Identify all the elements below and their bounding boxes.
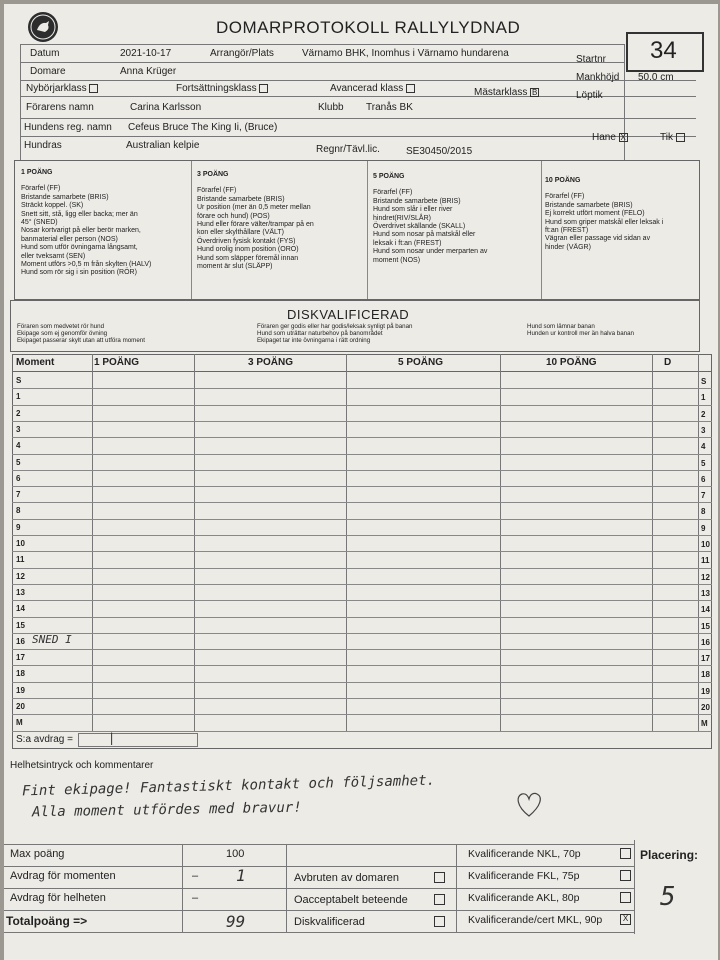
score-cell[interactable]: [346, 421, 500, 437]
score-cell[interactable]: [346, 470, 500, 486]
score-cell[interactable]: [92, 714, 194, 730]
row-label-right: 16: [701, 637, 710, 647]
score-cell[interactable]: [652, 584, 698, 600]
score-cell[interactable]: [194, 486, 346, 502]
p1-rule: banmaterial eller person (NOS): [21, 235, 118, 243]
row-label-left: S: [16, 376, 22, 385]
row-label-right: 10: [701, 540, 710, 549]
row-label-left: 8: [16, 506, 21, 516]
score-cell[interactable]: [500, 600, 652, 616]
grid-header-2: 3 POÄNG: [248, 357, 294, 368]
score-cell[interactable]: [652, 405, 698, 421]
score-cell[interactable]: [92, 568, 194, 584]
forarens-label: Förarens namn: [26, 102, 94, 113]
score-cell[interactable]: [500, 421, 652, 437]
row-label-right: 5: [701, 458, 706, 468]
hundras-value: Australian kelpie: [126, 140, 200, 151]
row-label-left: 17: [16, 653, 25, 663]
avdrag-mom-label: Avdrag för momenten: [10, 870, 116, 882]
datum-label: Datum: [30, 48, 60, 59]
row-label-left: 16: [16, 636, 25, 646]
points-section: [14, 160, 700, 300]
score-cell[interactable]: [346, 502, 500, 518]
p10-rule: Vägran eller passage vid sidan av: [545, 235, 651, 243]
score-cell[interactable]: [346, 617, 500, 633]
disk-rule: Hunden ur kontroll mer än halva banan: [527, 330, 634, 338]
p3-rule: Bristande samarbete (BRIS): [197, 195, 285, 203]
score-cell[interactable]: [500, 405, 652, 421]
p1-rule: Hund som rör sig i sin position (RÖR): [21, 269, 137, 277]
score-cell[interactable]: [194, 600, 346, 616]
score-cell[interactable]: [92, 682, 194, 698]
p1-rule: Snett sitt, stå, ligg eller backa; mer än: [21, 210, 138, 218]
p5-rule: Förarfel (FF): [373, 189, 413, 197]
score-cell[interactable]: [346, 682, 500, 698]
disk-section: [10, 300, 700, 352]
p1-rule: Nosar kortvarigt på eller berör marken,: [21, 227, 141, 235]
score-cell[interactable]: [652, 470, 698, 486]
score-cell[interactable]: [346, 600, 500, 616]
mastar-checkbox[interactable]: B: [531, 87, 538, 97]
score-cell[interactable]: [500, 535, 652, 551]
score-cell[interactable]: [92, 519, 194, 535]
score-cell[interactable]: [92, 617, 194, 633]
row-label-right: 3: [701, 425, 706, 435]
row-label-right: 2: [701, 409, 706, 419]
sum-field[interactable]: [78, 730, 198, 747]
score-cell[interactable]: [500, 665, 652, 681]
score-cell[interactable]: [346, 714, 500, 730]
p10-rule: Hund som griper matskål eller leksak i: [545, 218, 664, 226]
row-label-left: 15: [16, 620, 25, 630]
score-cell[interactable]: [92, 584, 194, 600]
score-cell[interactable]: [92, 454, 194, 470]
moment-grid: [12, 354, 712, 750]
score-cell[interactable]: [194, 714, 346, 730]
row-label-right: S: [701, 377, 707, 386]
mastar-label: Mästarklass B: [474, 87, 538, 98]
score-cell[interactable]: [652, 714, 698, 730]
row-label-right: 8: [701, 507, 706, 517]
p1-rule: Förarfel (FF): [21, 185, 61, 193]
entry-handwriting: SNED I: [32, 632, 72, 646]
comments-label: Helhetsintryck och kommentarer: [10, 760, 154, 771]
score-cell[interactable]: [92, 698, 194, 714]
hundreg-label: Hundens reg. namn: [24, 122, 112, 133]
score-cell[interactable]: [194, 372, 346, 388]
score-cell[interactable]: [652, 600, 698, 616]
row-label-right: 12: [701, 572, 710, 582]
score-cell[interactable]: [194, 682, 346, 698]
mankhojd-label: Mankhöjd: [576, 72, 620, 83]
p3-rule: Ur position (mer än 0,5 meter mellan: [197, 204, 311, 212]
p1-rule: eller tveksamt (SEN): [21, 252, 86, 260]
score-cell[interactable]: [194, 665, 346, 681]
row-label-left: 11: [16, 555, 25, 565]
arrangor-label: Arrangör/Plats: [210, 48, 274, 59]
p5-rule: Hund som slår i eller river: [373, 206, 453, 214]
regnr-label: Regnr/Tävl.lic.: [316, 144, 380, 155]
row-label-right: 6: [701, 474, 706, 484]
disk-rule: Ekipaget tar inte övningarna i rätt ordning: [257, 337, 371, 345]
score-cell[interactable]: [500, 682, 652, 698]
score-cell[interactable]: [652, 649, 698, 665]
p3-rule: förare och hund) (POS): [197, 212, 270, 220]
p5-rule: Hund som nosar under merparten av: [373, 248, 488, 256]
p10-rule: hinder (VÄGR): [545, 243, 591, 251]
score-cell[interactable]: [346, 437, 500, 453]
row-label-left: 5: [16, 457, 21, 467]
p5-column: 5 POÄNG Förarfel (FF) Bristande samarbete (BRIS) Hund som slår i eller river hindret(RIV/SLÅR) Överdrivet skällande (SKALL) Hund som nosar på matskål eller leksak i ft:an (FREST) Hund som nosar under merparten av moment (NOS): [373, 173, 537, 265]
kval-fkl-label: Kvalificerande FKL, 75p: [468, 870, 580, 882]
score-cell[interactable]: [194, 502, 346, 518]
row-label-left: 10: [16, 539, 25, 548]
disk-checkbox[interactable]: [434, 916, 445, 927]
domare-value: Anna Krüger: [120, 66, 177, 77]
row-label-right: 15: [701, 621, 710, 631]
grid-col-line: [698, 354, 699, 731]
abr-label: Avbruten av domaren: [294, 872, 399, 884]
score-cell[interactable]: [346, 405, 500, 421]
score-cell[interactable]: [652, 454, 698, 470]
arrangor-value: Värnamo BHK, Inomhus i Värnamo hundarena: [302, 48, 509, 59]
score-cell[interactable]: [652, 633, 698, 649]
disk-rule: Ekipaget passerar skylt utan att utföra moment: [17, 337, 145, 345]
p10-rule: Ej korrekt utfört moment (FELO): [545, 210, 645, 218]
fortsattning-checkbox[interactable]: [259, 84, 268, 93]
klubb-label: Klubb: [318, 102, 344, 113]
row-label-left: 7: [16, 490, 21, 500]
disk-title: DISKVALIFICERAD: [287, 307, 410, 322]
disk-rule: Föraren ger godis eller har godis/leksak synligt på banan: [257, 323, 413, 330]
p3-rule: Förarfel (FF): [197, 187, 237, 195]
disk-rule: Hund som uträttar naturbehov på banområdet: [257, 330, 383, 338]
hane-checkbox[interactable]: X: [620, 132, 626, 142]
kval-mkl-label: Kvalificerande/cert MKL, 90p: [468, 914, 603, 926]
row-label-left: M: [16, 718, 23, 728]
p5-rule: Överdrivet skällande (SKALL): [373, 223, 466, 231]
oacc-checkbox[interactable]: [434, 894, 445, 905]
p5-rule: leksak i ft:an (FREST): [373, 239, 442, 247]
score-cell[interactable]: [194, 437, 346, 453]
score-cell[interactable]: [346, 633, 500, 649]
disk-rule: Ekipage som ej genomför övning: [17, 330, 108, 338]
mankhojd-value: 50.0 cm: [638, 72, 674, 83]
tik-label: Tik: [660, 132, 685, 143]
row-label-left: 13: [16, 587, 25, 597]
grid-header-5: D: [664, 357, 672, 368]
avdrag-hel-dash: –: [192, 892, 199, 904]
startnr-value: 34: [650, 37, 677, 64]
nyborjar-checkbox[interactable]: [89, 84, 98, 93]
row-label-right: 13: [701, 588, 710, 598]
sum-value: |: [108, 730, 116, 745]
score-cell[interactable]: [652, 551, 698, 567]
grid-header-1: 1 POÄNG: [94, 357, 140, 368]
score-cell[interactable]: [194, 649, 346, 665]
kval-akl-checkbox[interactable]: [620, 892, 631, 903]
datum-value: 2021-10-17: [120, 48, 172, 59]
score-cell[interactable]: [194, 421, 346, 437]
p3-rule: Överdriven fysisk kontakt (FYS): [197, 237, 296, 245]
score-cell[interactable]: [500, 454, 652, 470]
info-table: [20, 44, 696, 162]
row-label-right: 14: [701, 605, 710, 615]
club-logo-icon: [28, 12, 58, 42]
heart-icon: [514, 790, 544, 818]
score-cell[interactable]: [652, 519, 698, 535]
score-cell[interactable]: [194, 470, 346, 486]
row-label-right: 7: [701, 491, 706, 501]
row-label-left: 4: [16, 441, 21, 451]
row-label-right: 11: [701, 556, 710, 566]
total-value: 99: [226, 912, 246, 931]
comments-section: [8, 754, 718, 840]
score-cell[interactable]: [652, 388, 698, 404]
score-cell[interactable]: [346, 568, 500, 584]
score-cell[interactable]: [652, 437, 698, 453]
row-label-right: 20: [701, 703, 710, 712]
score-cell[interactable]: [652, 568, 698, 584]
p1-column: 1 POÄNG Förarfel (FF) Bristande samarbete (BRIS) Sträckt koppel. (SK) Snett sitt, stå, ligg eller backa; mer än 45° (SNED) Nosar kortvarigt på eller berör marken, banmaterial eller person (NOS) Hund som utför övningarna långsamt, eller tveksamt (SEN) Moment utförs >0,5 m från skylten (HALV) Hund som rör sig i sin position (RÖR): [21, 169, 187, 278]
score-cell[interactable]: [194, 519, 346, 535]
score-cell[interactable]: [194, 584, 346, 600]
disk-col-1: [17, 323, 237, 345]
score-cell[interactable]: [652, 535, 698, 551]
score-cell[interactable]: [500, 437, 652, 453]
row-label-left: 12: [16, 571, 25, 581]
domare-label: Domare: [30, 66, 66, 77]
p1-rule: Sträckt koppel. (SK): [21, 202, 84, 210]
score-cell[interactable]: [652, 372, 698, 388]
p5-rule: Hund som nosar på matskål eller: [373, 231, 476, 239]
score-cell[interactable]: [194, 617, 346, 633]
row-label-right: M: [701, 719, 708, 729]
summary-section: [4, 840, 718, 934]
score-cell[interactable]: [346, 454, 500, 470]
score-cell[interactable]: [652, 502, 698, 518]
score-cell[interactable]: [194, 388, 346, 404]
score-cell[interactable]: [500, 470, 652, 486]
placering-label: Placering:: [640, 848, 699, 862]
forarens-value: Carina Karlsson: [130, 102, 202, 113]
kval-nkl-checkbox[interactable]: [620, 848, 631, 859]
p5-rule: Bristande samarbete (BRIS): [373, 197, 461, 205]
score-cell[interactable]: [346, 698, 500, 714]
comment-line-1: Fint ekipage! Fantastiskt kontakt och följsamhet.: [21, 772, 436, 800]
score-cell[interactable]: [500, 502, 652, 518]
fortsattning-label: Fortsättningsklass: [176, 83, 268, 94]
score-cell[interactable]: [652, 486, 698, 502]
row-label-left: 9: [16, 522, 21, 532]
comment-line-2: Alla moment utfördes med bravur!: [31, 799, 302, 821]
score-cell[interactable]: [652, 617, 698, 633]
loptik-label: Löptik: [576, 90, 603, 101]
score-cell[interactable]: [92, 649, 194, 665]
p3-column: 3 POÄNG Förarfel (FF) Bristande samarbete (BRIS) Ur position (mer än 0,5 meter mellan förare och hund) (POS) Hund eller förare välter/trampar på en kon eller skylthållare (VÄLT) Överdriven fysisk kontakt (FYS) Hund orolig inom position (ORO) Hund som släpper föremål innan moment är slut (SLÄPP): [197, 171, 363, 271]
avdrag-mom-dash: –: [192, 870, 199, 882]
score-cell[interactable]: [652, 665, 698, 681]
score-cell[interactable]: [92, 502, 194, 518]
kval-mkl-checkbox[interactable]: X: [620, 914, 631, 925]
placering-value: 5: [660, 882, 676, 912]
disk-label: Diskvalificerad: [294, 916, 365, 928]
score-cell[interactable]: [92, 600, 194, 616]
score-cell[interactable]: [92, 486, 194, 502]
row-label-right: 9: [701, 523, 706, 533]
score-cell[interactable]: [194, 698, 346, 714]
disk-rule: Föraren som medvetet rör hund: [17, 323, 105, 330]
score-cell[interactable]: [92, 372, 194, 388]
score-cell[interactable]: [194, 535, 346, 551]
row-label-left: 3: [16, 424, 21, 434]
avancerad-checkbox[interactable]: [406, 84, 415, 93]
score-cell[interactable]: [92, 405, 194, 421]
p3-rule: Hund eller förare välter/trampar på en: [197, 221, 314, 229]
row-label-right: 19: [701, 686, 710, 696]
row-label-left: 20: [16, 702, 25, 711]
score-cell[interactable]: [346, 372, 500, 388]
kval-fkl-checkbox[interactable]: [620, 870, 631, 881]
startnr-label: Startnr: [576, 54, 607, 65]
hane-label: Hane X: [592, 132, 626, 143]
score-cell[interactable]: [500, 388, 652, 404]
p3-rule: Hund orolig inom position (ORO): [197, 246, 299, 254]
kval-nkl-label: Kvalificerande NKL, 70p: [468, 848, 581, 860]
p10-rule: Bristande samarbete (BRIS): [545, 201, 633, 209]
row-label-right: 17: [701, 654, 710, 664]
max-value: 100: [226, 848, 245, 860]
regnr-value: SE30450/2015: [406, 146, 473, 157]
p3-rule: kon eller skylthållare (VÄLT): [197, 229, 285, 237]
score-cell[interactable]: [346, 665, 500, 681]
tik-checkbox[interactable]: [676, 133, 685, 142]
avdrag-hel-label: Avdrag för helheten: [10, 892, 106, 904]
disk-rule: Hund som lämnar banan: [527, 323, 595, 330]
score-cell[interactable]: [92, 437, 194, 453]
score-cell[interactable]: [346, 584, 500, 600]
row-label-left: 19: [16, 685, 25, 695]
score-cell[interactable]: [500, 519, 652, 535]
sum-label: S:a avdrag =: [16, 733, 73, 745]
score-cell[interactable]: [346, 486, 500, 502]
score-cell[interactable]: [652, 698, 698, 714]
p10-rule: ft:an (FREST): [545, 227, 589, 235]
score-cell[interactable]: [500, 584, 652, 600]
page-title: DOMARPROTOKOLL RALLYLYDNAD: [216, 18, 521, 37]
grid-header-4: 10 POÄNG: [546, 357, 597, 368]
score-cell[interactable]: [652, 421, 698, 437]
grid-header-3: 5 POÄNG: [398, 357, 444, 368]
p1-rule: Hund som utför övningarna långsamt,: [21, 244, 138, 252]
row-label-left: 2: [16, 408, 21, 418]
score-cell[interactable]: [194, 454, 346, 470]
score-cell[interactable]: [500, 633, 652, 649]
score-cell[interactable]: [346, 388, 500, 404]
total-label: Totalpoäng =>: [6, 914, 88, 928]
score-cell[interactable]: [92, 535, 194, 551]
disk-col-3: [527, 323, 697, 337]
score-cell[interactable]: [346, 519, 500, 535]
score-cell[interactable]: [346, 649, 500, 665]
p3-rule: moment är slut (SLÄPP): [197, 263, 273, 271]
p10-rule: Förarfel (FF): [545, 193, 585, 201]
disk-col-2: [257, 323, 517, 345]
score-cell[interactable]: [652, 682, 698, 698]
grid-row-line: [12, 731, 712, 732]
protocol-page: [4, 4, 718, 960]
score-cell[interactable]: [194, 568, 346, 584]
grid-header-0: Moment: [16, 357, 55, 368]
max-label: Max poäng: [10, 848, 65, 860]
p3-rule: Hund som släpper föremål innan: [197, 254, 299, 262]
hundras-label: Hundras: [24, 140, 62, 151]
score-cell[interactable]: [92, 551, 194, 567]
oacc-label: Oacceptabelt beteende: [294, 894, 408, 906]
score-cell[interactable]: [92, 470, 194, 486]
p1-rule: Bristande samarbete (BRIS): [21, 193, 109, 201]
row-label-right: 1: [701, 393, 706, 403]
score-cell[interactable]: [194, 405, 346, 421]
score-cell[interactable]: [346, 551, 500, 567]
avancerad-label: Avancerad klass: [330, 83, 415, 94]
klubb-value: Tranås BK: [366, 102, 413, 113]
p5-rule: moment (NOS): [373, 256, 421, 264]
score-cell[interactable]: [346, 535, 500, 551]
score-cell[interactable]: [500, 372, 652, 388]
score-cell[interactable]: [500, 649, 652, 665]
score-cell[interactable]: [500, 617, 652, 633]
row-label-left: 14: [16, 604, 25, 614]
row-label-left: 18: [16, 669, 25, 679]
kval-akl-label: Kvalificerande AKL, 80p: [468, 892, 580, 904]
row-label-left: 6: [16, 473, 21, 483]
score-cell[interactable]: [194, 551, 346, 567]
score-cell[interactable]: [92, 665, 194, 681]
score-cell[interactable]: [500, 486, 652, 502]
score-cell[interactable]: [500, 714, 652, 730]
p1-rule: Moment utförs >0,5 m från skylten (HALV): [21, 261, 152, 269]
row-label-right: 4: [701, 442, 706, 452]
row-label-right: 18: [701, 670, 710, 680]
row-label-left: 1: [16, 392, 21, 402]
score-cell[interactable]: [500, 568, 652, 584]
hundreg-value: Cefeus Bruce The King Ii, (Bruce): [128, 122, 278, 133]
score-cell[interactable]: [92, 633, 194, 649]
abr-checkbox[interactable]: [434, 872, 445, 883]
score-cell[interactable]: [92, 421, 194, 437]
score-cell[interactable]: [92, 388, 194, 404]
avdrag-mom-value: 1: [236, 866, 246, 885]
score-cell[interactable]: [500, 551, 652, 567]
p5-rule: hindret(RIV/SLÅR): [373, 214, 431, 222]
nyborjar-label: Nybörjarklass: [26, 83, 98, 94]
p1-rule: 45° (SNED): [21, 219, 58, 227]
score-cell[interactable]: [194, 633, 346, 649]
score-cell[interactable]: [500, 698, 652, 714]
p10-column: 10 POÄNG Förarfel (FF) Bristande samarbete (BRIS) Ej korrekt utfört moment (FELO) Hund som griper matskål eller leksak i ft:an (FREST) Vägran eller passage vid sidan av hinder (VÄGR): [545, 177, 697, 252]
